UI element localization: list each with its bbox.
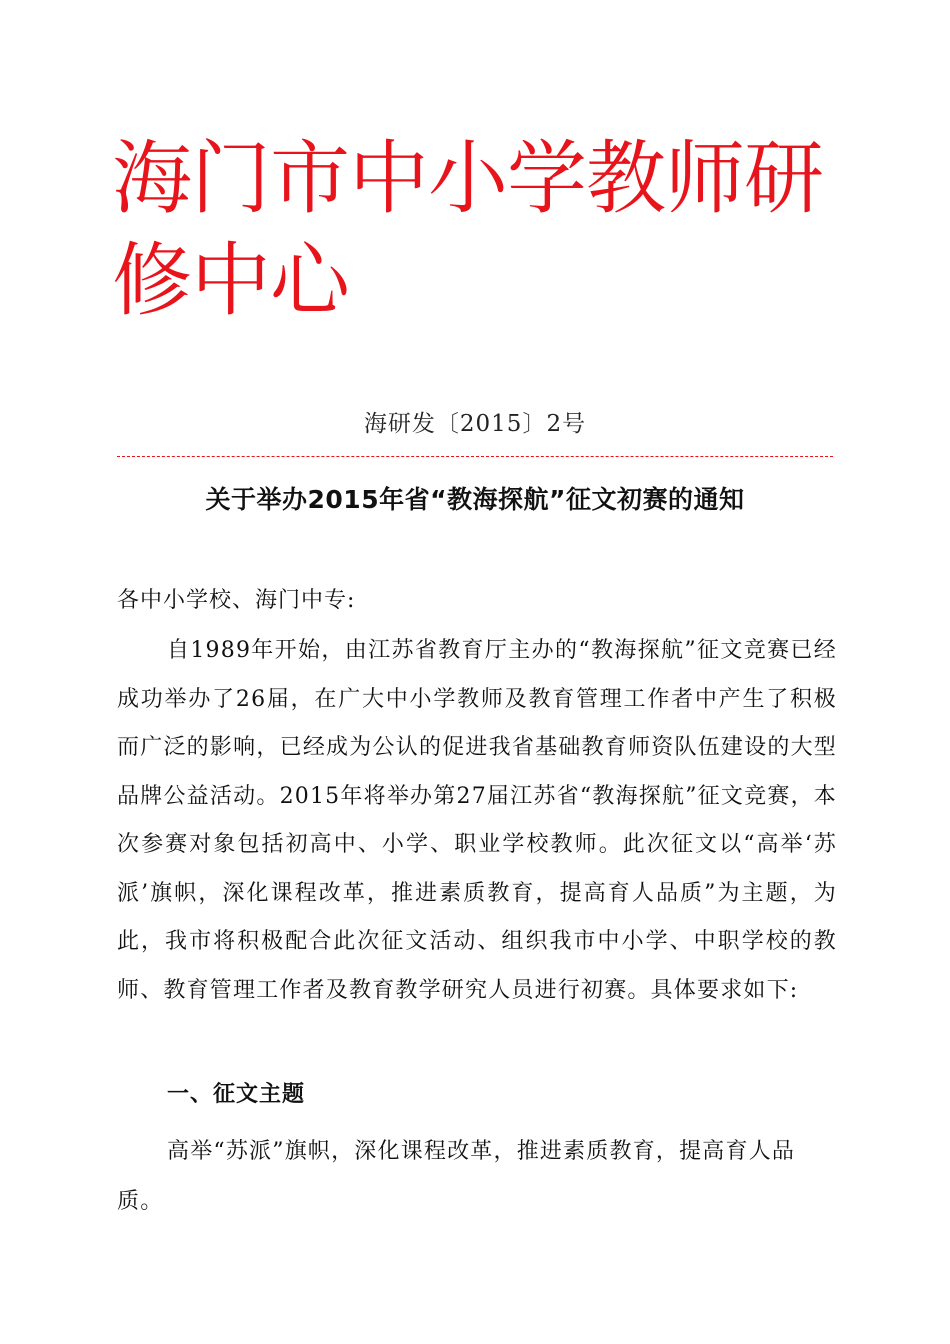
section-heading: 一、征文主题: [167, 1082, 306, 1107]
red-divider-line: [117, 456, 833, 457]
document-number: 海研发〔2015〕2号: [363, 411, 587, 437]
salutation: 各中小学校、海门中专:: [117, 588, 356, 613]
organization-header: 海门市中小学教师研修中心: [112, 132, 823, 327]
body-paragraph: 自1989年开始，由江苏省教育厅主办的“教海探航”征文竞赛已经成功举办了26届，在广大中小学教师及教育管理工作者中产生了积极而广泛的影响，已经成为公认的促进我省基础教育师资队伍建设的大型品牌公益活动。2015年将举办第27届江苏省“教海探航”征文竞赛，本次参赛对象包括初高中、小学、职业学校教师。此次征文以“高举‘苏派’旗帜，深化课程改革，推进素质教育，提高育人品质”为主题，为此，我市将积极配合此次征文活动、组织我市中小学、中职学校的教师、教育管理工作者及教育教学研究人员进行初赛。具体要求如下:: [117, 638, 837, 1003]
section-paragraph: 高举“苏派”旗帜，深化课程改革，推进素质教育，提高育人品质。: [117, 1139, 796, 1214]
notice-title: 关于举办2015年省“教海探航”征文初赛的通知: [205, 485, 745, 514]
